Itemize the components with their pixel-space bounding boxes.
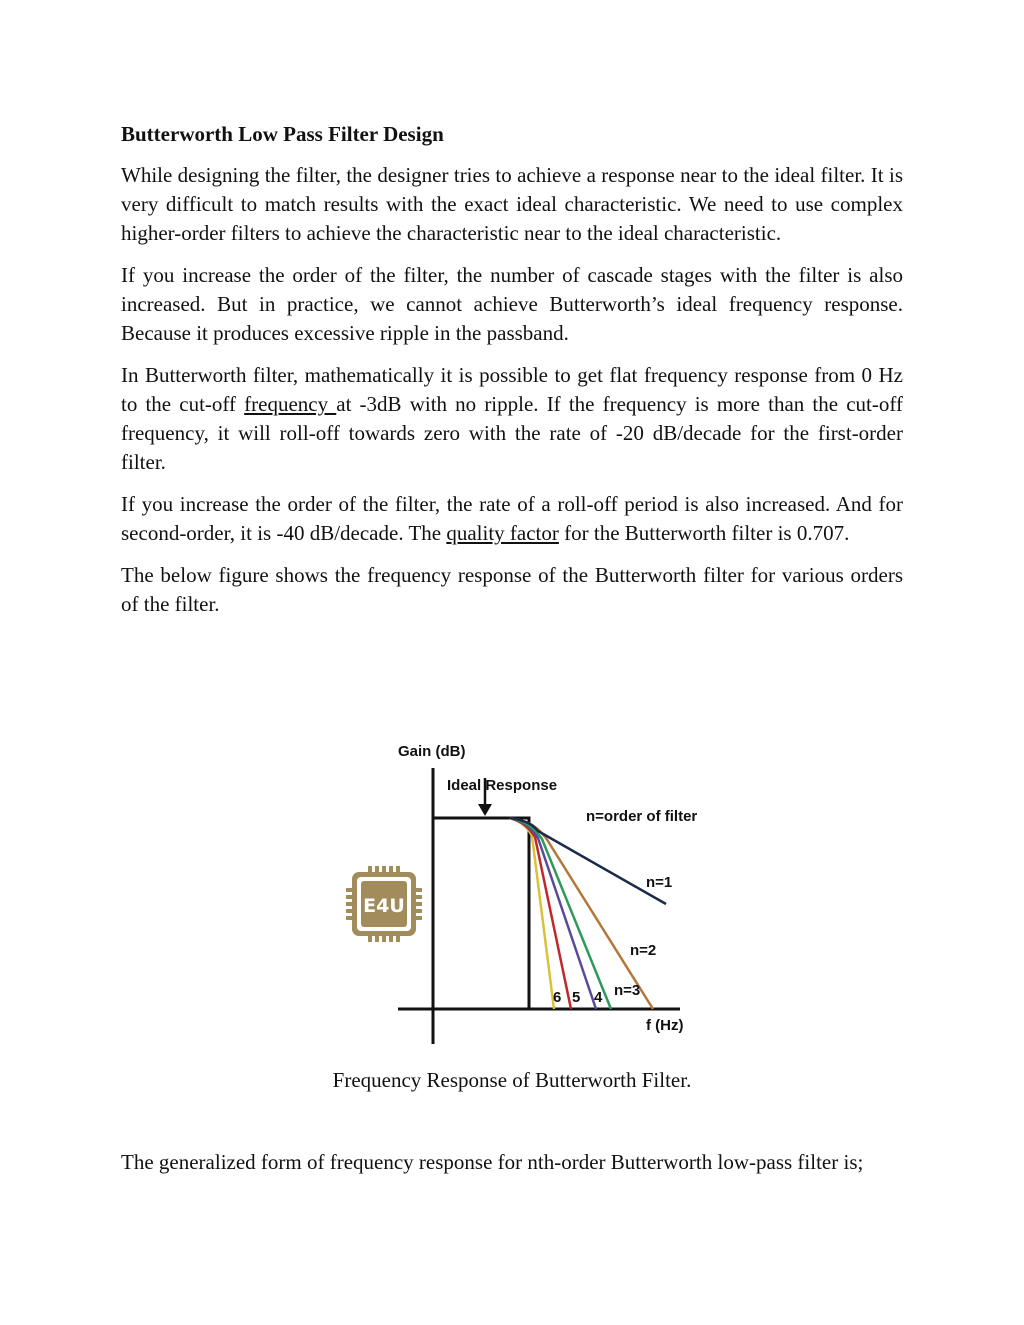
curve-label-n3: n=3 (614, 982, 641, 999)
order-note-label: n=order of filter (586, 808, 698, 825)
ideal-response-line (433, 818, 529, 1009)
paragraph-3-text-a: In Butterworth filter, mathematically it is possible to get flat frequency response from 0 Hz to the cut-off (121, 363, 903, 416)
frequency-response-diagram (340, 738, 700, 1050)
document-body (121, 118, 903, 632)
paragraph-5: The below figure shows the frequency response of the Butterworth filter for various orders of the filter. (121, 563, 903, 616)
closing-paragraph: The generalized form of frequency response for nth-order Butterworth low-pass filter is; (121, 1150, 864, 1174)
paragraph-1: While designing the filter, the designer tries to achieve a response near to the ideal filter. It is very difficult to match results with the exact ideal characteristic. We need to use complex higher-order filters to achieve the characteristic near to the ideal characteristic. (121, 163, 903, 245)
curve-n4 (510, 818, 596, 1009)
paragraph-4 (121, 490, 903, 548)
curve-label-n4: 4 (594, 989, 603, 1006)
y-axis-label: Gain (dB) (398, 743, 466, 760)
curve-label-n5: 5 (572, 989, 581, 1006)
paragraph-2: If you increase the order of the filter, the number of cascade stages with the filter is also increased. But in practice, we cannot achieve Butterworth’s ideal frequency response. Because it produces excessive ripple in the passband. (121, 263, 903, 345)
ideal-arrow-head (478, 804, 492, 816)
paragraph-3 (121, 361, 903, 477)
curve-n2 (510, 818, 653, 1009)
x-axis-label: f (Hz) (646, 1017, 684, 1034)
frequency-link[interactable]: frequency (244, 392, 337, 416)
curve-label-n6: 6 (553, 989, 562, 1006)
ideal-response-label: Ideal Response (447, 777, 558, 794)
paragraph-4-text-a: If you increase the order of the filter, the rate of a roll-off period is also increased. And for second-order, it is -40 dB/decade. The (121, 492, 903, 545)
section-heading: Butterworth Low Pass Filter Design (121, 122, 444, 146)
quality-factor-link[interactable]: quality factor (446, 521, 559, 545)
curve-label-n2: n=2 (630, 942, 657, 959)
curve-n3 (510, 818, 611, 1009)
curve-n6 (510, 818, 554, 1009)
frequency-response-figure (340, 738, 700, 1050)
logo-text: E4U (363, 895, 405, 917)
paragraph-3-text-b: at -3dB with no ripple. If the frequency is more than the cut-off frequency, it will roll-off towards zero with the rate of -20 dB/decade for the first-order filter. (121, 392, 903, 474)
e4u-logo (346, 866, 422, 942)
paragraph-4-text-b: for the Butterworth filter is 0.707. (558, 521, 850, 545)
figure-caption: Frequency Response of Butterworth Filter. (332, 1068, 692, 1092)
curve-label-n1: n=1 (646, 874, 673, 891)
